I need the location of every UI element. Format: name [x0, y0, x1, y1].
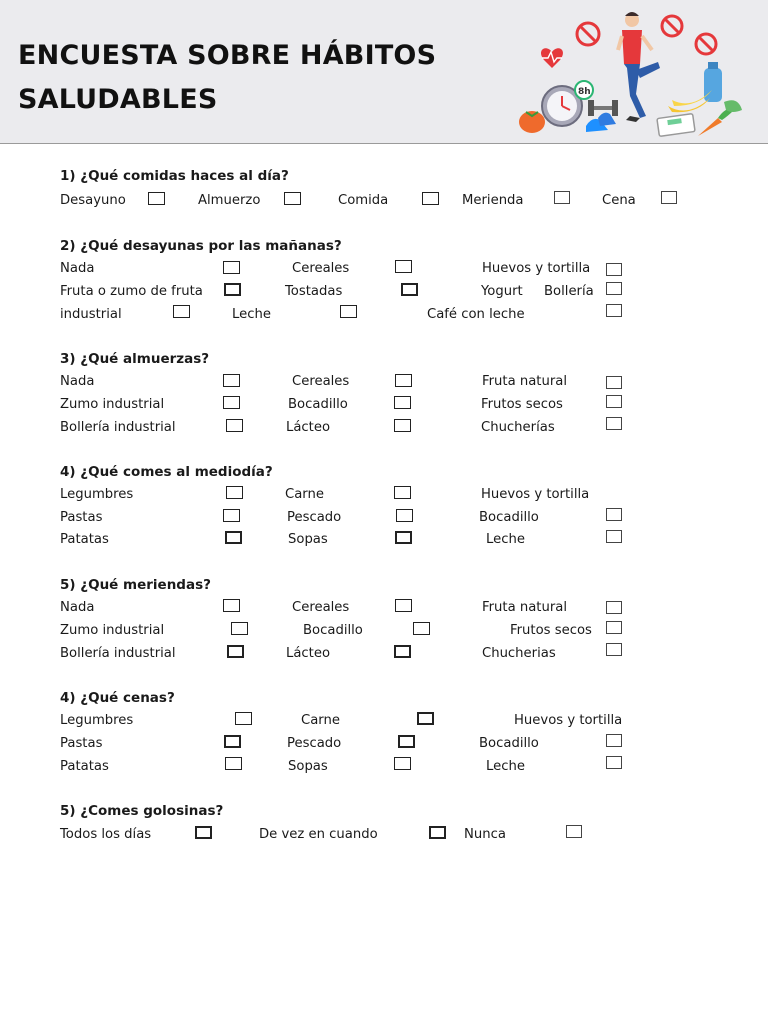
checkbox-bocadillo[interactable]: [394, 396, 411, 409]
option-label: Sopas: [288, 759, 328, 774]
checkbox-pescado[interactable]: [396, 509, 413, 522]
checkbox-nada[interactable]: [223, 599, 240, 612]
checkbox-carne[interactable]: [417, 712, 434, 725]
option-label: Pastas: [60, 510, 103, 525]
checkbox-yogurt[interactable]: [606, 282, 622, 295]
question-4-title: 4) ¿Qué comes al mediodía?: [60, 464, 273, 480]
option-label: Legumbres: [60, 713, 134, 728]
option-label: Nada: [60, 261, 95, 276]
option-label: Merienda: [462, 193, 524, 208]
option-label: Frutos secos: [510, 623, 592, 638]
checkbox-leche[interactable]: [606, 756, 622, 769]
option-label: Chucherías: [481, 420, 555, 435]
option-label: Bollería: [544, 284, 594, 299]
checkbox-frutos-secos[interactable]: [606, 395, 622, 408]
heart-icon: [541, 48, 563, 68]
checkbox-nada[interactable]: [223, 374, 240, 387]
checkbox-tostadas[interactable]: [401, 283, 418, 296]
checkbox-cafe-con-leche[interactable]: [606, 304, 622, 317]
checkbox-nunca[interactable]: [566, 825, 582, 838]
checkbox-almuerzo[interactable]: [284, 192, 301, 205]
option-label: De vez en cuando: [259, 827, 378, 842]
option-label: Pastas: [60, 736, 103, 751]
option-label: Zumo industrial: [60, 623, 165, 638]
option-label: Zumo industrial: [60, 397, 165, 412]
option-label: Desayuno: [60, 193, 126, 208]
checkbox-bocadillo[interactable]: [606, 734, 622, 747]
checkbox-fruta-o-zumo[interactable]: [224, 283, 241, 296]
no-fastfood-icon: [577, 16, 716, 54]
checkbox-leche[interactable]: [340, 305, 357, 318]
checkbox-fruta-natural[interactable]: [606, 376, 622, 389]
checkbox-legumbres[interactable]: [226, 486, 243, 499]
option-label: Carne: [285, 487, 324, 502]
option-label: Lácteo: [286, 420, 331, 435]
option-label: Comida: [338, 193, 389, 208]
option-label: Bocadillo: [303, 623, 363, 638]
question-6-title: 4) ¿Qué cenas?: [60, 690, 175, 706]
option-label: Almuerzo: [198, 193, 261, 208]
checkbox-patatas[interactable]: [225, 531, 242, 544]
option-label: Fruta natural: [482, 374, 567, 389]
question-5-title: 5) ¿Qué meriendas?: [60, 577, 211, 593]
option-label: Café con leche: [427, 307, 525, 322]
checkbox-sopas[interactable]: [395, 531, 412, 544]
checkbox-nada[interactable]: [223, 261, 240, 274]
checkbox-sopas[interactable]: [394, 757, 411, 770]
option-label: industrial: [60, 307, 122, 322]
scale-icon: [657, 114, 695, 137]
checkbox-bolleria-industrial[interactable]: [226, 419, 243, 432]
option-label: Huevos y tortilla: [481, 487, 590, 502]
option-label: Fruta o zumo de fruta: [60, 284, 203, 299]
option-label: Legumbres: [60, 487, 134, 502]
woman-exercising-icon: [618, 12, 660, 122]
checkbox-bolleria-industrial[interactable]: [227, 645, 244, 658]
checkbox-todos-los-dias[interactable]: [195, 826, 212, 839]
svg-text:8h: 8h: [578, 87, 591, 97]
option-label: Cereales: [292, 600, 350, 615]
checkbox-frutos-secos[interactable]: [606, 621, 622, 634]
checkbox-chucherias[interactable]: [606, 417, 622, 430]
option-label: Bollería industrial: [60, 646, 176, 661]
carrot-icon: [698, 100, 742, 136]
option-label: Nunca: [464, 827, 506, 842]
question-2-title: 2) ¿Qué desayunas por las mañanas?: [60, 238, 342, 254]
question-7-title: 5) ¿Comes golosinas?: [60, 803, 224, 819]
checkbox-fruta-natural[interactable]: [606, 601, 622, 614]
option-label: Nada: [60, 374, 95, 389]
checkbox-merienda[interactable]: [554, 191, 570, 204]
checkbox-bocadillo[interactable]: [606, 508, 622, 521]
checkbox-leche[interactable]: [606, 530, 622, 543]
checkbox-cereales[interactable]: [395, 260, 412, 273]
option-label: Chucherias: [482, 646, 556, 661]
option-label: Yogurt: [481, 284, 523, 299]
checkbox-comida[interactable]: [422, 192, 439, 205]
option-label: Huevos y tortilla: [514, 713, 623, 728]
option-label: Patatas: [60, 532, 109, 547]
checkbox-cereales[interactable]: [395, 374, 412, 387]
tomato-icon: [519, 111, 545, 133]
checkbox-chucherias[interactable]: [606, 643, 622, 656]
option-label: Todos los días: [60, 827, 152, 842]
option-label: Tostadas: [285, 284, 343, 299]
checkbox-zumo-industrial[interactable]: [223, 396, 240, 409]
option-label: Huevos y tortilla: [482, 261, 591, 276]
option-label: Bocadillo: [288, 397, 348, 412]
option-label: Pescado: [287, 510, 342, 525]
option-label: Cereales: [292, 374, 350, 389]
option-label: Bocadillo: [479, 736, 539, 751]
page-title: ENCUESTA SOBRE HÁBITOS SALUDABLES: [18, 40, 437, 115]
checkbox-legumbres[interactable]: [235, 712, 252, 725]
checkbox-patatas[interactable]: [225, 757, 242, 770]
option-label: Pescado: [287, 736, 342, 751]
option-label: Nada: [60, 600, 95, 615]
option-label: Sopas: [288, 532, 328, 547]
option-label: Frutos secos: [481, 397, 563, 412]
checkbox-bocadillo[interactable]: [413, 622, 430, 635]
option-label: Carne: [301, 713, 340, 728]
option-label: Fruta natural: [482, 600, 567, 615]
checkbox-carne[interactable]: [394, 486, 411, 499]
checkbox-cena[interactable]: [661, 191, 677, 204]
question-3-title: 3) ¿Qué almuerzas?: [60, 351, 210, 367]
checkbox-bolleria-industrial[interactable]: [173, 305, 190, 318]
checkbox-lacteo[interactable]: [394, 645, 411, 658]
option-label: Leche: [486, 759, 525, 774]
option-label: Bocadillo: [479, 510, 539, 525]
alarm-clock-icon: [542, 81, 593, 126]
checkbox-cereales[interactable]: [395, 599, 412, 612]
checkbox-lacteo[interactable]: [394, 419, 411, 432]
healthy-habits-illustration: [512, 6, 748, 140]
option-label: Lácteo: [286, 646, 331, 661]
option-label: Cereales: [292, 261, 350, 276]
checkbox-zumo-industrial[interactable]: [231, 622, 248, 635]
water-bottle-icon: [704, 62, 722, 102]
checkbox-de-vez-en-cuando[interactable]: [429, 826, 446, 839]
option-label: Bollería industrial: [60, 420, 176, 435]
checkbox-pescado[interactable]: [398, 735, 415, 748]
option-label: Leche: [486, 532, 525, 547]
option-label: Cena: [602, 193, 636, 208]
checkbox-huevos-y-tortilla[interactable]: [606, 263, 622, 276]
header-banner: [0, 0, 768, 144]
option-label: Leche: [232, 307, 271, 322]
option-label: Patatas: [60, 759, 109, 774]
checkbox-desayuno[interactable]: [148, 192, 165, 205]
checkbox-pastas[interactable]: [224, 735, 241, 748]
checkbox-pastas[interactable]: [223, 509, 240, 522]
question-1-title: 1) ¿Qué comidas haces al día?: [60, 168, 289, 184]
